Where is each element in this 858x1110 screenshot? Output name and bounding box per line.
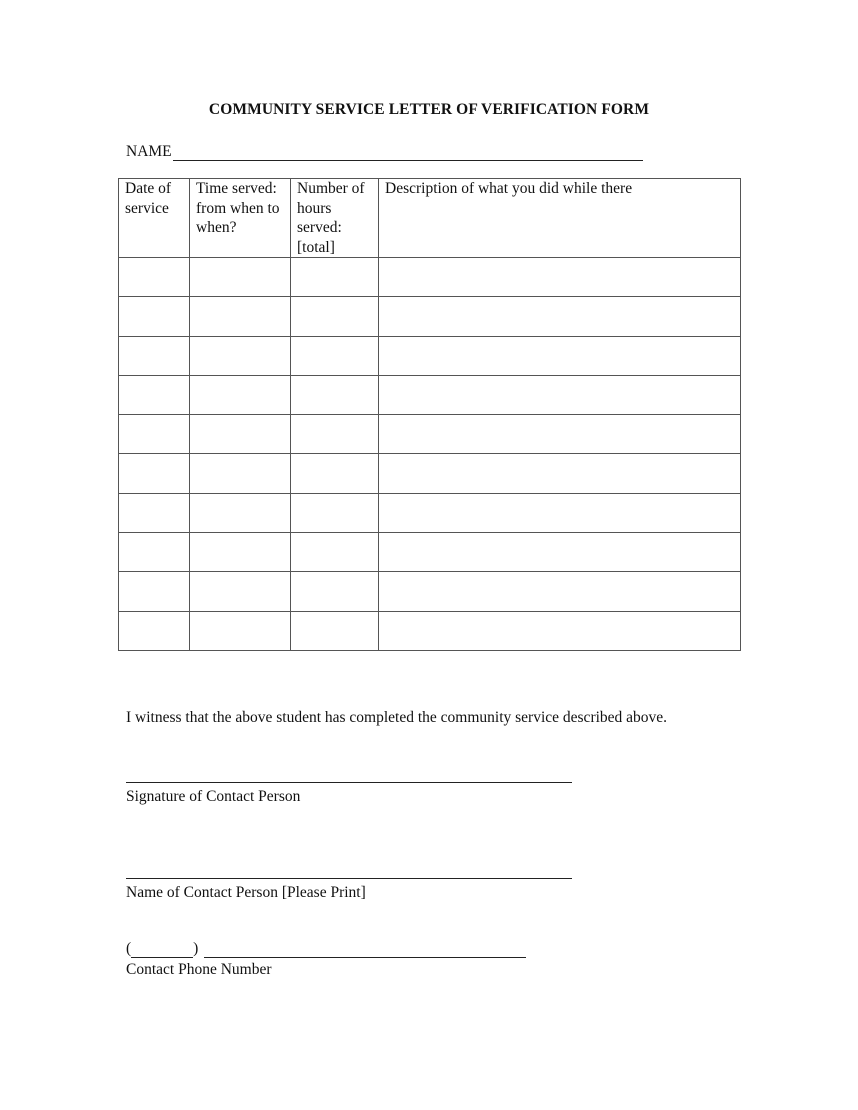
table-cell[interactable] [291,533,379,572]
table-row [119,572,741,611]
table-cell[interactable] [119,454,190,493]
table-cell[interactable] [190,297,291,336]
table-cell[interactable] [190,533,291,572]
header-date-of-service: Date of service [119,179,190,258]
table-cell[interactable] [190,454,291,493]
table-row [119,493,741,532]
table-cell[interactable] [190,375,291,414]
service-log-table [118,178,741,651]
table-row [119,611,741,650]
table-cell[interactable] [379,297,741,336]
table-row [119,454,741,493]
table-cell[interactable] [119,336,190,375]
table-cell[interactable] [190,572,291,611]
table-header-row [119,179,741,258]
table-cell[interactable] [119,297,190,336]
form-title: COMMUNITY SERVICE LETTER OF VERIFICATION FORM [208,101,650,118]
table-body [119,258,741,651]
table-cell[interactable] [379,493,741,532]
contact-name-line[interactable] [126,878,572,879]
table-cell[interactable] [291,375,379,414]
table-cell[interactable] [379,572,741,611]
contact-name-label: Name of Contact Person [Please Print] [126,884,366,901]
name-label: NAME [126,143,172,160]
phone-close-paren: ) [193,940,199,957]
phone-number-line[interactable] [204,943,526,958]
table-cell[interactable] [190,493,291,532]
table-cell[interactable] [190,611,291,650]
table-cell[interactable] [379,336,741,375]
table-cell[interactable] [291,493,379,532]
table-cell[interactable] [119,493,190,532]
header-description: Description of what you did while there [379,179,741,258]
table-row [119,258,741,297]
table-cell[interactable] [190,415,291,454]
table-row [119,336,741,375]
phone-open-paren: ( [126,940,132,957]
table-cell[interactable] [190,336,291,375]
phone-field-row [126,940,526,958]
table-cell[interactable] [291,258,379,297]
table-row [119,415,741,454]
table-cell[interactable] [291,454,379,493]
table-cell[interactable] [291,611,379,650]
table-cell[interactable] [291,572,379,611]
table-cell[interactable] [291,297,379,336]
table-cell[interactable] [379,375,741,414]
table-cell[interactable] [119,375,190,414]
table-cell[interactable] [119,611,190,650]
signature-label: Signature of Contact Person [126,788,301,805]
signature-line[interactable] [126,782,572,783]
witness-statement: I witness that the above student has completed the community service described above. [126,709,668,726]
table-cell[interactable] [119,415,190,454]
table-cell[interactable] [291,415,379,454]
table-cell[interactable] [291,336,379,375]
table-cell[interactable] [119,572,190,611]
phone-label: Contact Phone Number [126,961,272,978]
table-cell[interactable] [119,533,190,572]
table-cell[interactable] [379,533,741,572]
table-row [119,533,741,572]
table-cell[interactable] [119,258,190,297]
name-field-row [126,143,643,161]
area-code-line[interactable] [131,943,193,958]
name-input-line[interactable] [173,146,643,161]
table-cell[interactable] [379,415,741,454]
table-cell[interactable] [190,258,291,297]
header-time-served: Time served: from when to when? [190,179,291,258]
table-row [119,297,741,336]
table-cell[interactable] [379,258,741,297]
table-row [119,375,741,414]
header-number-of-hours: Number of hours served: [total] [291,179,379,258]
table-cell[interactable] [379,454,741,493]
table-cell[interactable] [379,611,741,650]
